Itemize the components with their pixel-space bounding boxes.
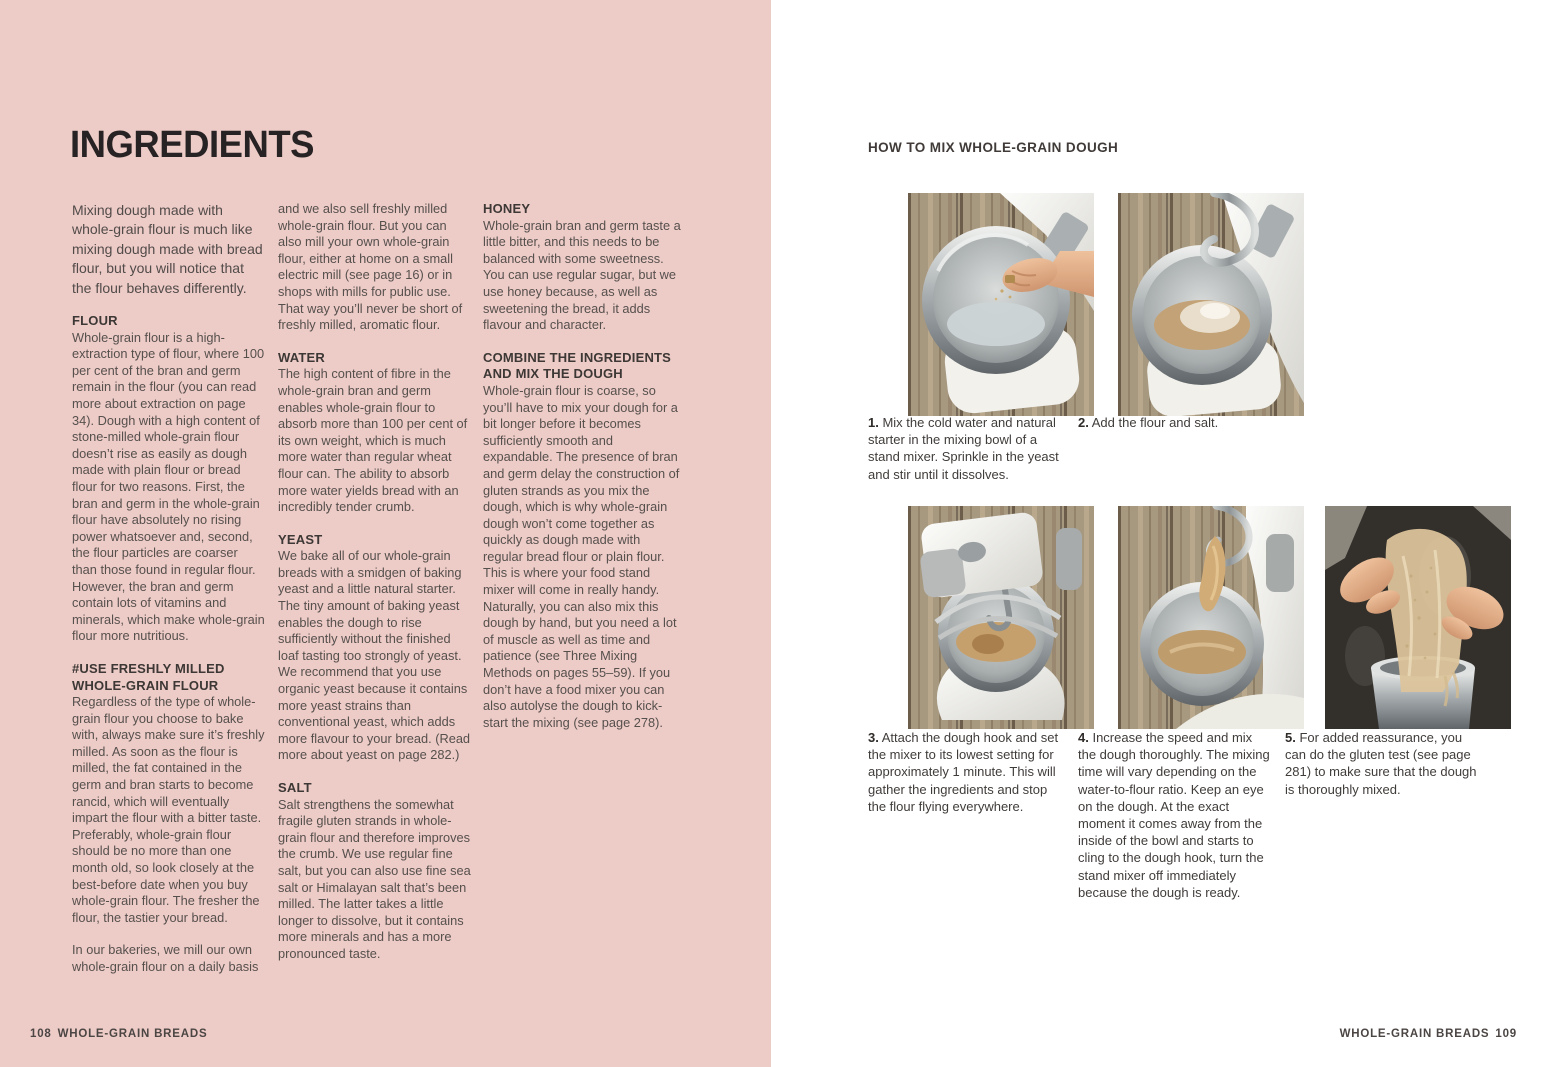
water-heading: WATER: [278, 349, 325, 365]
right-footer-label: WHOLE-GRAIN BREADS: [1339, 1028, 1490, 1040]
honey-body: Whole-grain bran and germ taste a little bitter, and this needs to be balanced with some sweetness. You can use regular sugar, but we use honey because, as well as sweetening the bread, it adds flavour and character.: [483, 217, 681, 333]
freshly-milled-body-2: In our bakeries, we mill our own whole-grain flour on a daily basis: [72, 942, 259, 974]
left-page-footer: [30, 1028, 207, 1040]
intro-paragraph: Mixing dough made with whole-grain flour is much like mixing dough made with bread flour, but you will notice that the flour behaves differently.: [72, 202, 263, 296]
step-4-caption: [1078, 729, 1270, 901]
gluten-test-illustration: [1325, 506, 1511, 729]
flour-body: Whole-grain flour is a high-extraction type of flour, where 100 per cent of the bran and germ remain in the flour (you can read more about extraction on page 34). Dough with a high content of stone-milled whole-grain flour doesn’t rise as easily as dough made with plain flour or bread flour for two reasons. First, the bran and germ in the whole-grain flour have absolutely no rising power whatsoever and, second, the flour particles are coarser than those found in regular flour. However, the bran and germ contain lots of vitamins and minerals, which make whole-grain flour more nutritious.: [72, 329, 265, 644]
water-body: The high content of fibre in the whole-grain bran and germ enables whole-grain flour to absorb more than 100 per cent of its own weight, which is much more water than regular wheat flour can. The ability to absorb more water yields bread with an incredibly tender crumb.: [278, 366, 468, 515]
dough-clinging-hook-photo: [1118, 506, 1304, 729]
freshly-milled-heading: #USE FRESHLY MILLED WHOLE-GRAIN FLOUR: [72, 660, 225, 693]
step-3-text: Attach the dough hook and set the mixer to its lowest setting for approximately 1 minute. This will gather the ingredients and stop the flour flying everywhere.: [868, 730, 1059, 814]
dough-hook-attached-photo: [908, 506, 1094, 729]
yeast-heading: YEAST: [278, 531, 323, 547]
mixer-bowl-water-hand-illustration: [908, 193, 1094, 416]
step-1-number: 1.: [868, 415, 879, 430]
yeast-body: We bake all of our whole-grain breads with a smidgen of baking yeast and a little natural starter. The tiny amount of baking yeast enables the dough to rise sufficiently without the finished loaf tasting too strongly of yeast. We recommend that you use organic yeast because it contains more yeast strains than conventional yeast, which adds more flavour to your bread. (Read more about yeast on page 282.): [278, 548, 471, 763]
step-2-text: Add the flour and salt.: [1088, 415, 1219, 430]
step-5-number: 5.: [1285, 730, 1296, 745]
freshly-milled-continuation: and we also sell freshly milled whole-grain flour. But you can also mill your own whole-grain flour, either at home on a small electric mill (see page 16) or in shops with mills for public use. That way you’ll never be short of freshly milled, aromatic flour.: [278, 201, 463, 333]
left-page: [0, 0, 771, 1067]
page-title: INGREDIENTS: [70, 124, 315, 166]
gluten-test-stretch-photo: [1325, 506, 1511, 729]
step-2-caption: [1078, 414, 1270, 431]
flour-salt-added-bowl-photo: [1118, 193, 1304, 416]
salt-heading: SALT: [278, 780, 312, 795]
left-column-2: [278, 201, 472, 963]
combine-heading: COMBINE THE INGREDIENTS AND MIX THE DOUGH: [483, 349, 672, 382]
flour-heading: FLOUR: [72, 313, 118, 329]
flour-salt-illustration: [1118, 193, 1304, 416]
mixer-bowl-water-hand-photo: [908, 193, 1094, 416]
left-column-3: [483, 201, 681, 731]
step-2-number: 2.: [1078, 415, 1089, 430]
step-1-caption: [868, 414, 1060, 483]
step-4-text: Increase the speed and mix the dough thoroughly. The mixing time will vary depending on the water-to-flour ratio. Keep an eye on the dough. At the exact moment it comes away from the inside of the bowl and starts to cling to the dough hook, turn the stand mixer off immediately because the dough is ready.: [1078, 730, 1270, 900]
step-3-number: 3.: [868, 730, 879, 745]
dough-hook-lowest-illustration: [908, 506, 1094, 729]
left-footer-label: WHOLE-GRAIN BREADS: [57, 1028, 208, 1040]
step-5-text: For added reassurance, you can do the gluten test (see page 281) to make sure that the dough is thoroughly mixed.: [1285, 730, 1477, 797]
step-1-text: Mix the cold water and natural starter in the mixing bowl of a stand mixer. Sprinkle in the yeast and stir until it dissolves.: [868, 415, 1059, 482]
right-page: [771, 0, 1543, 1067]
how-to-header: HOW TO MIX WHOLE-GRAIN DOUGH: [868, 140, 1119, 155]
combine-body: Whole-grain flour is coarse, so you’ll have to mix your dough for a bit longer before it becomes sufficiently smooth and expandable. The presence of bran and germ delay the construction of gluten strands as you mix the dough, which is why whole-grain dough won’t come together as quickly as dough made with regular bread flour or plain flour. This is where your food stand mixer will come in really handy. Naturally, you can also mix this dough by hand, but you need a lot of muscle as well as time and patience (see Three Mixing Methods on pages 55–59). If you don’t have a food mixer you can also autolyse the dough to kick-start the mixing (see page 278).: [483, 382, 680, 730]
honey-heading: HONEY: [483, 201, 531, 216]
step-3-caption: [868, 729, 1060, 815]
left-column-1: [72, 201, 266, 976]
left-page-number: 108: [30, 1028, 52, 1040]
right-page-number: 109: [1495, 1028, 1517, 1040]
right-page-footer: [1340, 1028, 1517, 1040]
dough-clinging-illustration: [1118, 506, 1304, 729]
freshly-milled-body: Regardless of the type of whole-grain flour you choose to bake with, always make sure it’s freshly milled. As soon as the flour is milled, the fat contained in the germ and bran starts to become rancid, which will eventually impart the flour with a bitter taste. Preferably, whole-grain flour should be no more than one month old, so look closely at the best-before date when you buy whole-grain flour. The fresher the flour, the tastier your bread.: [72, 694, 265, 925]
step-5-caption: [1285, 729, 1477, 798]
salt-body: Salt strengthens the somewhat fragile gluten strands in whole-grain flour and therefore improves the crumb. We use regular fine salt, but you can also use fine sea salt or Himalayan salt that’s been milled. The latter takes a little longer to dissolve, but it contains more minerals and has a more pronounced taste.: [278, 796, 471, 961]
step-4-number: 4.: [1078, 730, 1089, 745]
